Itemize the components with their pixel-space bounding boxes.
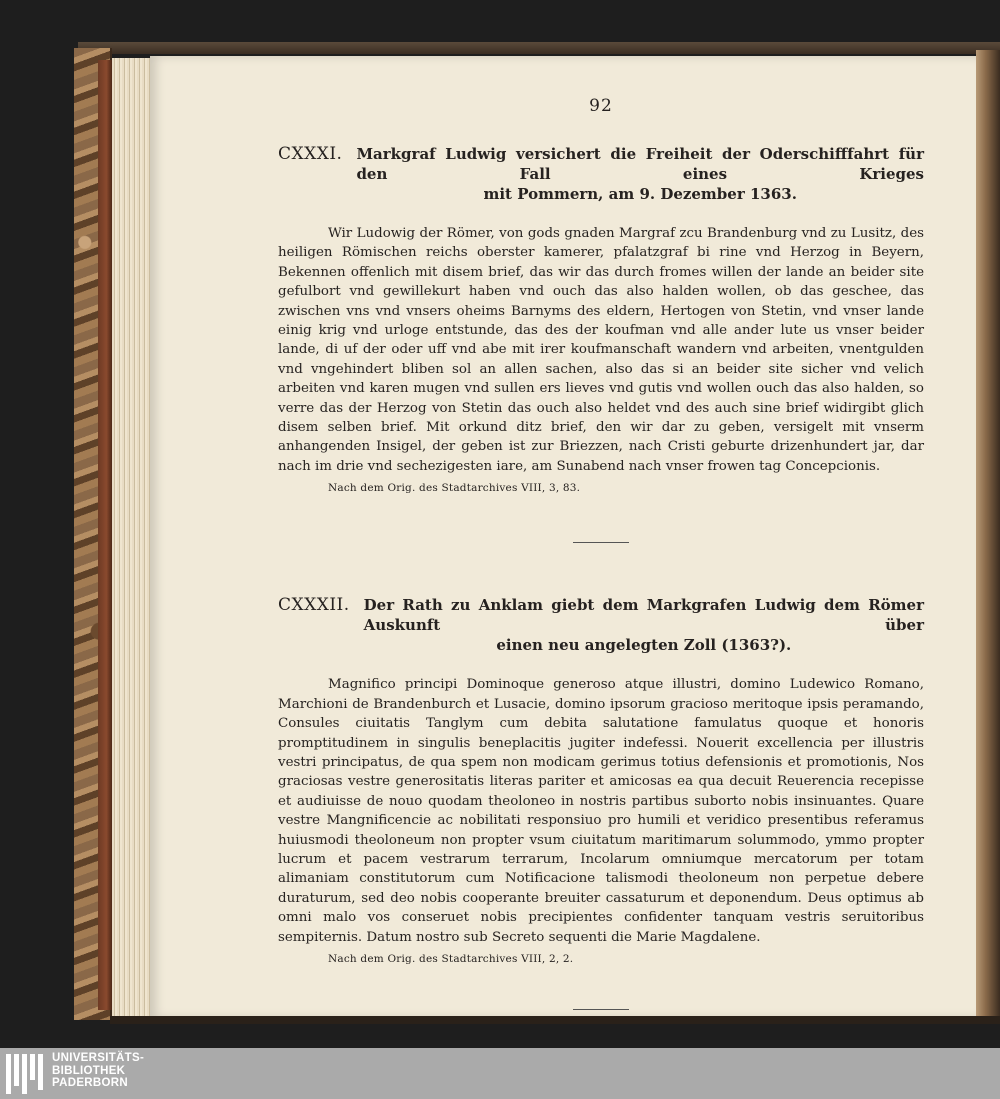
- library-footer: [0, 1048, 1000, 1099]
- library-logo-icon: [6, 1054, 46, 1094]
- library-name-line-3: PADERBORN: [52, 1077, 128, 1089]
- section-divider: [573, 542, 629, 543]
- section-divider: [573, 1009, 629, 1010]
- section-heading-cxxxi: [278, 144, 924, 204]
- section-body-text: Magnifico principi Dominoque generoso atque illustri, domino Ludewico Romano, Marchioni de Brandenburch et Lusacie, domino ipsorum gracioso meritoque ipsis peramando, Consules ciuitatis Tanglym cum debita salutatione famulatus quoque et honoris promptitudinem in singulis beneplacitis jugiter indefessi. Nouerit excellencia per illustris vestri principatus, de qua spem non modicam gerimus totius defensionis et promotionis, Nos graciosas vestre generositatis literas pariter et amicosas ea qua decuit Reuerencia recepisse et audiuisse de nouo quodam theoloneo in nostris partibus suborto nobis insinuantes. Quare vestre Mangnificencie ac nobilitati responsiuo pro humili et veridico presentibus referamus huiusmodi theoloneum non propter vsum ciuitatum maritimarum solummodo, ymmo propter lucrum et pacem vestrarum terrarum, Incolarum omniumque mercatorum per totam alimaniam constitutorum cum Notificacione talismodi theoloneum non perpetue debere duraturum, sed deo nobis cooperante breuiter cassaturum et deponendum. Deus optimus ab omni malo vos conseruet nobis precipientes confidenter tanquam vestris seruitoribus sempiternis. Datum nostro sub Secreto sequenti die Marie Magdalene.: [278, 677, 924, 945]
- page-stack-edges: [112, 58, 154, 1016]
- section-title: [364, 595, 924, 655]
- library-name: [52, 1052, 144, 1090]
- section-title-line-2: einen neu angelegten Zoll (1363?).: [496, 636, 792, 655]
- section-title-line-1: Der Rath zu Anklam giebt dem Markgrafen Ludwig dem Römer Auskunft über: [363, 596, 924, 635]
- book-cover-top-edge: [78, 42, 1000, 54]
- book-spine-edge: [98, 60, 112, 1010]
- section-number: CXXXI.: [278, 144, 343, 164]
- section-title-line-1: Markgraf Ludwig versichert die Freiheit der Oderschifffahrt für den Fall eines Krieges: [356, 145, 924, 183]
- source-note: Nach dem Orig. des Stadtarchives VIII, 3, 83.: [328, 482, 581, 495]
- section-number: CXXXII.: [278, 595, 350, 616]
- source-note: Nach dem Orig. des Stadtarchives VIII, 2, 2.: [328, 952, 574, 965]
- section-heading-cxxxii: [278, 595, 924, 655]
- library-name-line-2: BIBLIOTHEK: [52, 1064, 126, 1077]
- library-name-line-1: UNIVERSITÄTS-: [52, 1052, 145, 1064]
- book-bottom-edge: [110, 1016, 1000, 1024]
- section-body-text: Wir Ludowig der Römer, von gods gnaden Margraf zcu Brandenburg vnd zu Lusitz, des heiligen Römischen reichs oberster kamerer, pfalatzgraf bi rine vnd Herzog in Beyern, Bekennen offenlich mit disem brief, das wir das durch fromes willen der lande an beider site gefulbort vnd gewillekurt haben vnd ouch das also halden wollen, ob das geschee, das zwischen vns vnd vnsers oheims Barnyms des eldern, Hertogen von Stetin, vnd vnser lande einig krig vnd urloge entstunde, das des der koufman vnd alle ander lute us vnser beider lande, di uf der oder uff vnd abe mit irer koufmanschaft wandern vnd arbeiten, vnentgulden vnd vngehindert bliben sol an allen sachen, also das si an beider site sicher vnd velich arbeiten vnd karen mugen vnd sullen ers lieves vnd gutis vnd wollen ouch das also halden, so verre das der Herzog von Stetin das ouch also heldet vnd des auch sine brief widirgibt glich disem selben brief. Mit orkund ditz brief, den wir dar zu geben, versigelt mit vnserm anhangenden Insigel, der geben ist zur Briezzen, nach Cristi geburte drizenhundert jar, dar nach im drie vnd sechezigesten iare, am Sunabend nach vnser frowen tag Concepcionis.: [278, 226, 924, 474]
- page-content: [278, 56, 924, 1010]
- section-title-line-2: mit Pommern, am 9. Dezember 1363.: [483, 185, 797, 203]
- page-number: 92: [589, 96, 613, 116]
- section-title: [356, 144, 924, 204]
- book-right-edge: [976, 50, 1000, 1022]
